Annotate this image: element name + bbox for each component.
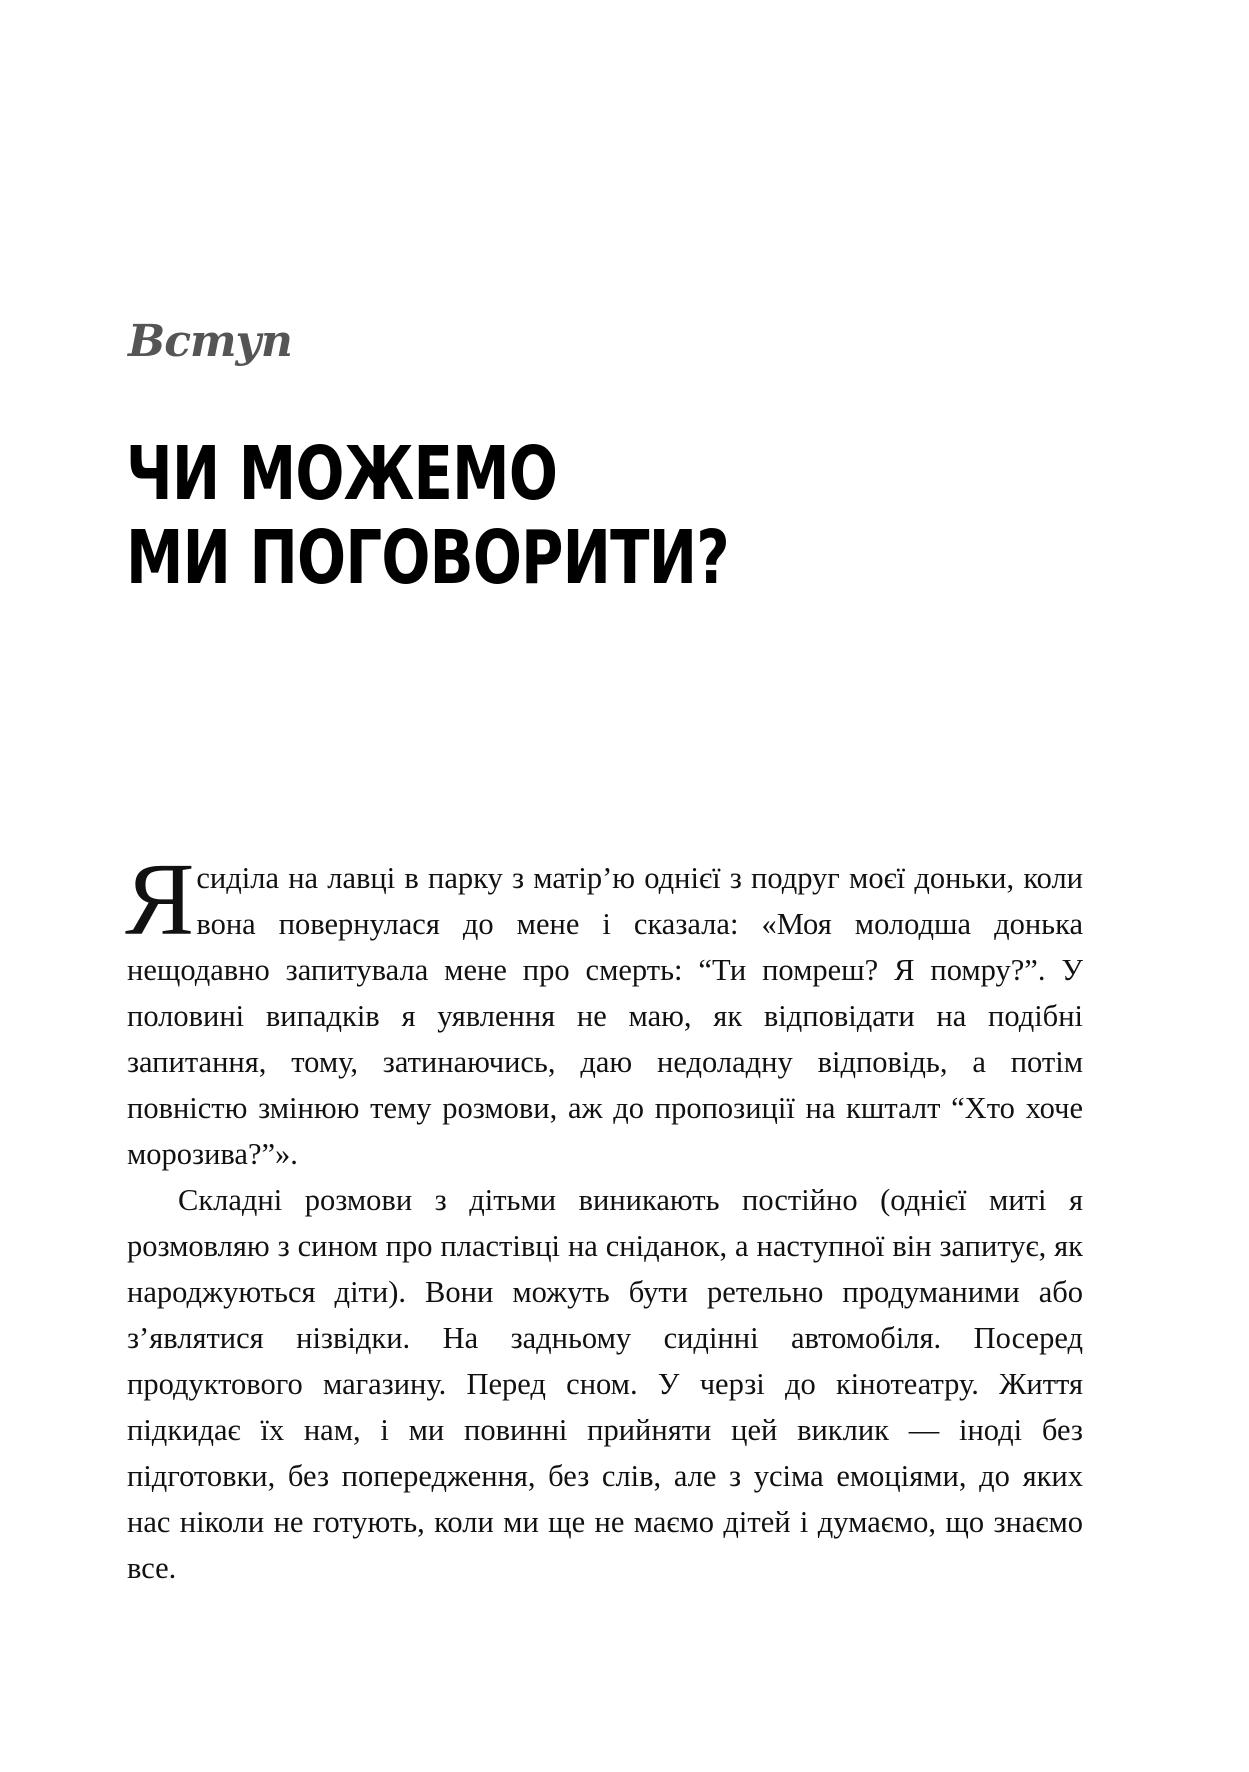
paragraph-1 [125,842,1083,1177]
body-text [125,842,1083,1591]
chapter-label: Вступ [128,316,292,367]
chapter-title [126,432,729,600]
chapter-title-line-2: МИ ПОГОВОРИТИ? [126,515,729,601]
paragraph-2: Складні розмови з дітьми виникають постійно (однієї миті я розмовляю з сином про пластівці на сніданок, а наступної він запитує, як народжуються діти). Вони можуть бути ретельно продуманими або з’являтися нізвідки. На задньому сидінні автомобіля. Посеред продуктового магазину. Перед сном. У черзі до кінотеатру. Життя підкидає їх нам, і ми повинні прийняти цей виклик — іноді без підготовки, без попередження, без слів, але з усіма емоціями, до яких нас ніколи не готують, коли ми ще не маємо дітей і думаємо, що знаємо все. [127,1183,1083,1585]
chapter-title-line-1: ЧИ МОЖЕМО [126,431,558,517]
drop-cap: Я [125,842,195,957]
paragraph-1-text: сиділа на лавці в парку з матір’ю однієї з подруг моєї доньки, коли вона повернулася до мене і сказала: «Моя молодша донька нещодавно запитувала мене про смерть: “Ти помреш? Я помру?”. У половині випадків я уявлення не маю, як відповідати на подібні запитання, тому, затинаючись, даю недоладну відповідь, а потім повністю змінюю тему розмови, аж до пропозиції на кшталт “Хто хоче морозива?”». [127,861,1083,1171]
